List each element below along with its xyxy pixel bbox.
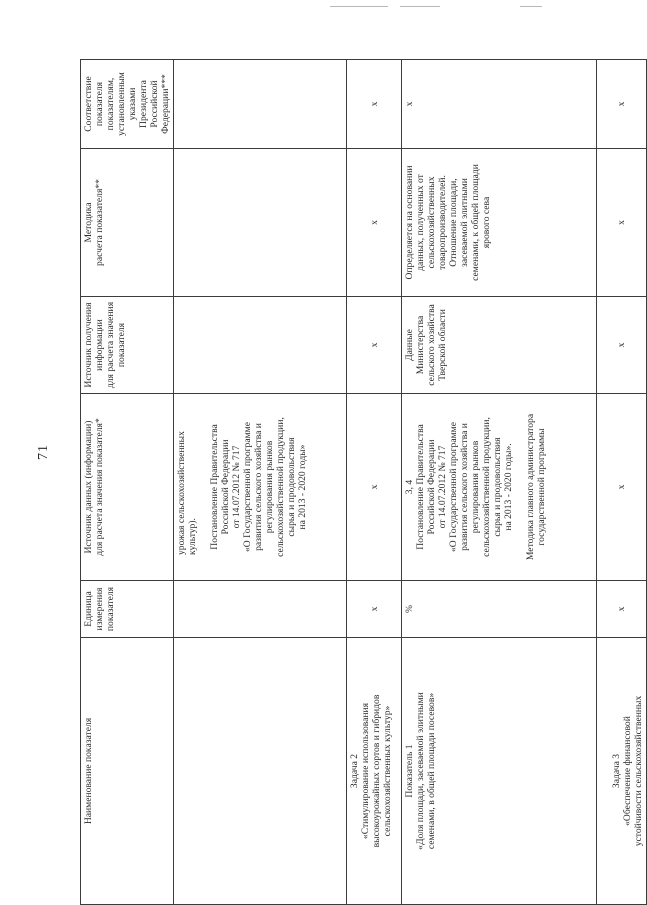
task3-unit: х xyxy=(597,581,647,638)
cell-unit-continued xyxy=(174,581,347,638)
source-decree: Постановление Правительства Российской Федерации от 14.07.2012 № 717 «О Государственной программе развития сельского хозяйства и регулирования рынков сельскохозяйственной продукции, сырья и продовольствия на 2013 - 2020 годы». xyxy=(415,417,514,557)
header-row xyxy=(81,60,174,905)
rotated-table-frame xyxy=(80,60,644,905)
source-ref: 3, 4 xyxy=(404,479,415,495)
table-row xyxy=(597,60,647,905)
task2-info-source: х xyxy=(347,297,402,394)
indicator1-info-source: Данные Министерства сельского хозяйства Тверской области xyxy=(402,297,597,394)
cell-compliance-continued xyxy=(174,60,347,149)
task3-info-source: х xyxy=(597,297,647,394)
table-row xyxy=(174,60,347,905)
scan-artifact-line xyxy=(330,6,388,7)
indicator1-compliance: х xyxy=(402,60,597,149)
source-fragment: урожая сельскохозяйственных культур). xyxy=(176,431,198,555)
indicator1-name: Показатель 1 «Доля площади, засеваемой элитными семенами, в общей площади посевов» xyxy=(402,638,597,905)
scan-artifact-line xyxy=(520,6,542,7)
task3-compliance: х xyxy=(597,60,647,149)
header-method: Методика расчета показателя** xyxy=(81,149,174,297)
indicator-table xyxy=(80,59,647,905)
source-methodology: Методика главного администратора государственной программы xyxy=(525,413,547,561)
task2-compliance: х xyxy=(347,60,402,149)
task2-source: х xyxy=(347,394,402,581)
cell-source-continued xyxy=(174,394,347,581)
header-name: Наименование показателя xyxy=(81,638,174,905)
cell-name-continued xyxy=(174,638,347,905)
task3-method: х xyxy=(597,149,647,297)
header-info-source: Источник получения информации для расчета значения показателя xyxy=(81,297,174,394)
task2-name: Задача 2 «Стимулирование использования высокоурожайных сортов и гибридов сельскохозяйственных культур» xyxy=(347,638,402,905)
task2-method: х xyxy=(347,149,402,297)
cell-method-continued xyxy=(174,149,347,297)
indicator1-source xyxy=(402,394,597,581)
indicator1-unit: % xyxy=(402,581,597,638)
table-row xyxy=(347,60,402,905)
page-number: 71 xyxy=(36,444,51,460)
header-compliance: Соответствие показателя показателям, установленным указами Президента Российской Федерации*** xyxy=(81,60,174,149)
header-source: Источник данных (информации) для расчета значения показателя* xyxy=(81,394,174,581)
cell-info-continued xyxy=(174,297,347,394)
task2-unit: х xyxy=(347,581,402,638)
header-unit: Единица измерения показателя xyxy=(81,581,174,638)
scan-artifact-line xyxy=(400,6,440,7)
indicator1-method: Определяется на основании данных, полученных от сельскохозяйственных товаропроизводителей. Отношение площади, засеваемой элитными семенами, к общей площади ярового сева xyxy=(402,149,597,297)
table-row xyxy=(402,60,597,905)
source-decree: Постановление Правительства Российской Федерации от 14.07.2012 № 717 «О Государственной программе развития сельского хозяйства и регулирования рынков сельскохозяйственной продукции, сырья и продовольствия на 2013 - 2020 годы» xyxy=(209,417,308,557)
task3-name: Задача 3 «Обеспечение финансовой устойчивости сельскохозяйственных xyxy=(597,638,647,905)
task3-source: х xyxy=(597,394,647,581)
